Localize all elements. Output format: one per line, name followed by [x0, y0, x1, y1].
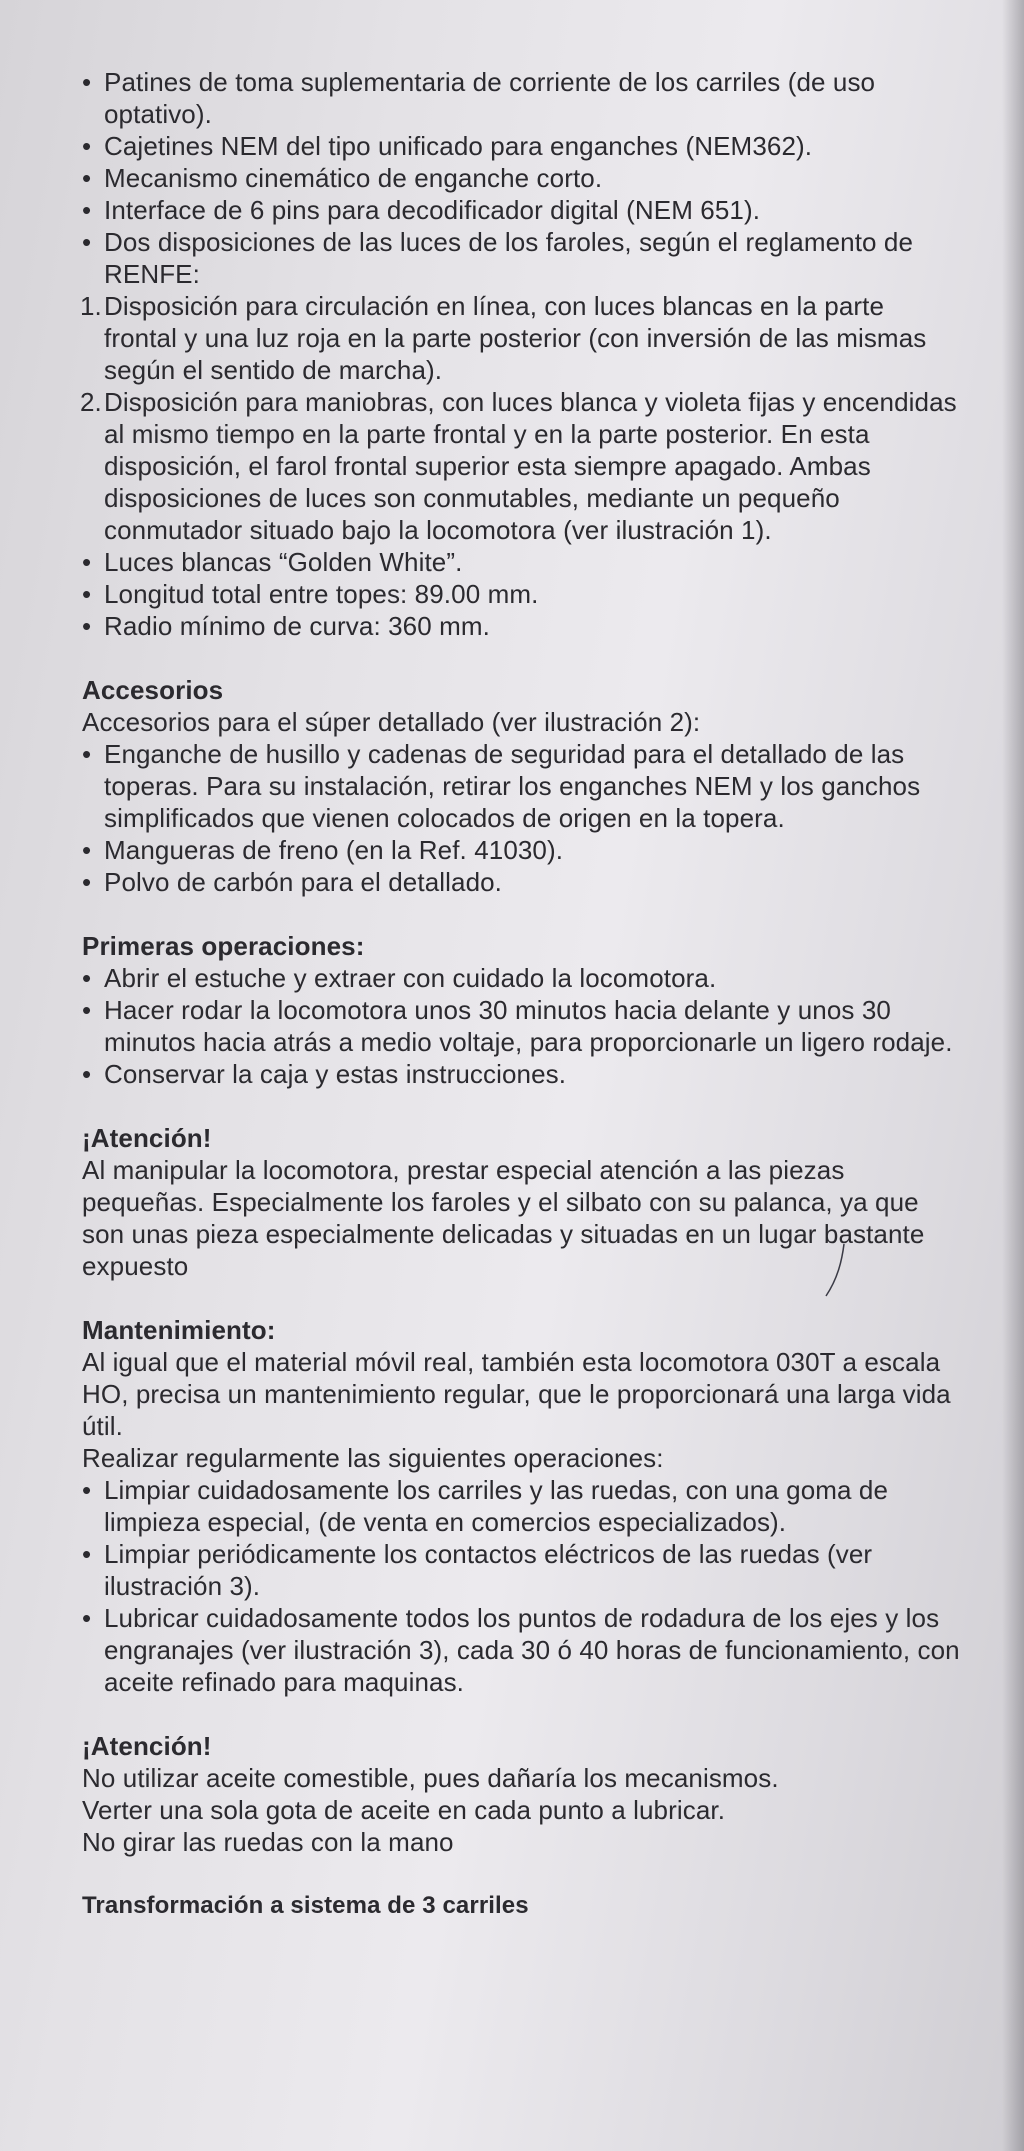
list-item: • Mangueras de freno (en la Ref. 41030).: [82, 834, 962, 866]
list-item: • Enganche de husillo y cadenas de seguridad para el detallado de las toperas. Para su instalación, retirar los enganches NEM y los ganchos simplificados que vienen colocados de origen en la topera.: [82, 738, 962, 834]
list-item: • Radio mínimo de curva: 360 mm.: [82, 610, 962, 642]
text-line: Verter una sola gota de aceite en cada punto a lubricar.: [82, 1795, 726, 1825]
section-intro: Accesorios para el súper detallado (ver ilustración 2):: [82, 707, 701, 737]
list-item: • Abrir el estuche y extraer con cuidado la locomotora.: [82, 962, 962, 994]
list-item: • Longitud total entre topes: 89.00 mm.: [82, 578, 962, 610]
list-item: • Polvo de carbón para el detallado.: [82, 866, 962, 898]
section-primeras-operaciones: [82, 930, 962, 1090]
list-item: • Dos disposiciones de las luces de los faroles, según el reglamento de RENFE:: [82, 226, 962, 290]
document-body: [82, 66, 962, 1922]
item-text: Disposición para maniobras, con luces blanca y violeta fijas y encendidas al mismo tiempo en la parte frontal y en la parte posterior. En esta disposición, el farol frontal superior esta siempre apagado. Ambas disposiciones de luces son conmutables, mediante un pequeño conmutador situado bajo la locomotora (ver ilustración 1).: [104, 387, 957, 545]
item-text: Disposición para circulación en línea, con luces blancas en la parte frontal y una luz roja en la parte posterior (con inversión de las mismas según el sentido de marcha).: [104, 291, 927, 385]
list-item: • Lubricar cuidadosamente todos los puntos de rodadura de los ejes y los engranajes (ver ilustración 3), cada 30 ó 40 horas de funcionamiento, con aceite refinado para maquinas.: [82, 1602, 962, 1698]
list-item: • Limpiar periódicamente los contactos eléctricos de las ruedas (ver ilustración 3).: [82, 1538, 962, 1602]
list-item: • Conservar la caja y estas instrucciones.: [82, 1058, 962, 1090]
item-number: 2.: [80, 387, 102, 417]
spec-list-2: [82, 546, 962, 642]
section-text: Al igual que el material móvil real, también esta locomotora 030T a escala HO, precisa un mantenimiento regular, que le proporcionará una larga vida útil.: [82, 1347, 951, 1441]
section-heading: ¡Atención!: [82, 1123, 212, 1153]
spec-list: [82, 66, 962, 290]
section-heading: Primeras operaciones:: [82, 931, 365, 961]
section-heading: Transformación a sistema de 3 carriles: [82, 1892, 529, 1919]
section-heading: Mantenimiento:: [82, 1315, 276, 1345]
list-item: • Mecanismo cinemático de enganche corto.: [82, 162, 962, 194]
list-item: • Luces blancas “Golden White”.: [82, 546, 962, 578]
list-item: • Patines de toma suplementaria de corriente de los carriles (de uso optativo).: [82, 66, 962, 130]
text-line: No girar las ruedas con la mano: [82, 1827, 454, 1857]
list-item: • Cajetines NEM del tipo unificado para enganches (NEM362).: [82, 130, 962, 162]
list-item: • Hacer rodar la locomotora unos 30 minutos hacia delante y unos 30 minutos hacia atrás a medio voltaje, para proporcionarle un ligero rodaje.: [82, 994, 962, 1058]
section-intro: Realizar regularmente las siguientes operaciones:: [82, 1443, 664, 1473]
section-atencion-1: [82, 1122, 962, 1282]
list-item: • Limpiar cuidadosamente los carriles y las ruedas, con una goma de limpieza especial, (de venta en comercios especializados).: [82, 1474, 962, 1538]
section-accesorios: [82, 674, 962, 898]
item-number: 1.: [80, 291, 102, 321]
section-heading: Accesorios: [82, 675, 224, 705]
text-line: No utilizar aceite comestible, pues dañaría los mecanismos.: [82, 1763, 779, 1793]
section-atencion-2: [82, 1730, 962, 1858]
section-transformacion: [82, 1890, 962, 1922]
numbered-item: [82, 386, 962, 546]
page-edge-shadow: [1002, 0, 1024, 2151]
section-heading: ¡Atención!: [82, 1731, 212, 1761]
section-text: Al manipular la locomotora, prestar especial atención a las piezas pequeñas. Especialmente los faroles y el silbato con su palanca, ya que son unas pieza especialmente delicadas y situadas en un lugar bastante expuesto: [82, 1155, 925, 1281]
numbered-item: [82, 290, 962, 386]
list-item: • Interface de 6 pins para decodificador digital (NEM 651).: [82, 194, 962, 226]
numbered-list: [82, 290, 962, 546]
section-mantenimiento: [82, 1314, 962, 1698]
